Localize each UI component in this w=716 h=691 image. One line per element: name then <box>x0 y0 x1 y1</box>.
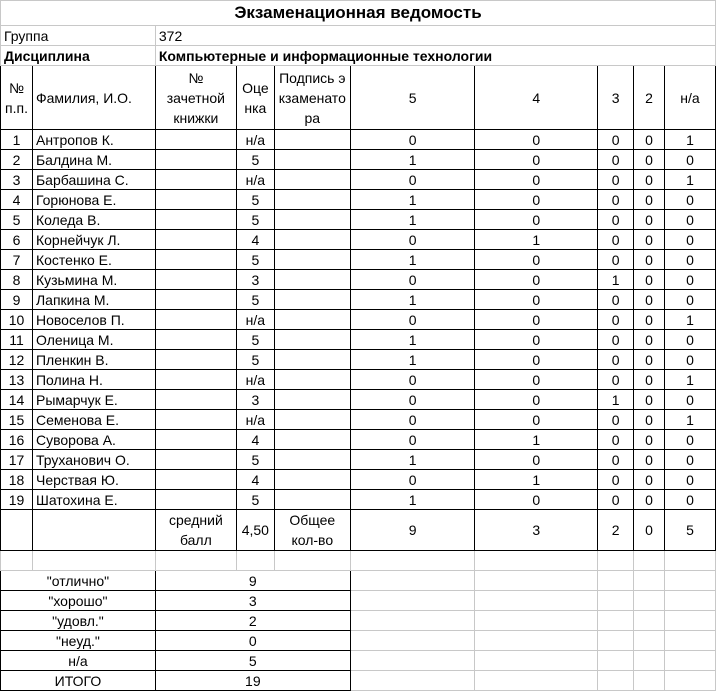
count-5[interactable]: 0 <box>350 370 475 390</box>
student-name[interactable]: Барбашина С. <box>32 170 155 190</box>
student-name[interactable]: Рымарчук Е. <box>32 390 155 410</box>
examiner-signature[interactable] <box>274 290 350 310</box>
count-3[interactable]: 0 <box>598 410 634 430</box>
count-3[interactable]: 0 <box>598 210 634 230</box>
student-name[interactable]: Суворова А. <box>32 430 155 450</box>
spacer-cell <box>598 571 634 591</box>
student-grade[interactable]: 4 <box>236 430 274 450</box>
discipline-value[interactable]: Компьютерные и информационные технологии <box>155 46 715 66</box>
count-5[interactable]: 1 <box>350 210 475 230</box>
row-number[interactable]: 1 <box>1 130 33 150</box>
count-5[interactable]: 1 <box>350 350 475 370</box>
table-row <box>1 270 716 290</box>
table-row <box>1 390 716 410</box>
spacer-cell <box>350 631 475 651</box>
spacer-cell <box>634 631 665 651</box>
student-grade[interactable]: 5 <box>236 450 274 470</box>
header-book: № зачетной книжки <box>155 66 236 130</box>
totals-label: "неуд." <box>1 631 156 651</box>
examiner-signature[interactable] <box>274 270 350 290</box>
header-grade: Оценка <box>236 66 274 130</box>
record-book-number[interactable] <box>155 450 236 470</box>
totals-value: 0 <box>155 631 350 651</box>
count-3[interactable]: 0 <box>598 130 634 150</box>
count-na[interactable]: 0 <box>665 490 716 510</box>
table-row <box>1 230 716 250</box>
student-name[interactable]: Горюнова Е. <box>32 190 155 210</box>
record-book-number[interactable] <box>155 370 236 390</box>
count-na[interactable]: 0 <box>665 470 716 490</box>
summary-empty-2 <box>32 510 155 551</box>
record-book-number[interactable] <box>155 430 236 450</box>
student-name[interactable]: Пленкин В. <box>32 350 155 370</box>
record-book-number[interactable] <box>155 410 236 430</box>
spacer-cell <box>598 551 634 571</box>
row-number[interactable]: 3 <box>1 170 33 190</box>
spacer-cell <box>634 671 665 691</box>
count-5[interactable]: 0 <box>350 390 475 410</box>
count-4[interactable]: 0 <box>475 370 598 390</box>
record-book-number[interactable] <box>155 330 236 350</box>
table-row <box>1 330 716 350</box>
spacer-cell <box>350 611 475 631</box>
header-count-4: 4 <box>475 66 598 130</box>
count-3[interactable]: 0 <box>598 230 634 250</box>
examiner-signature[interactable] <box>274 210 350 230</box>
row-number[interactable]: 9 <box>1 290 33 310</box>
student-grade[interactable]: 5 <box>236 150 274 170</box>
count-na[interactable]: 1 <box>665 370 716 390</box>
count-5[interactable]: 0 <box>350 230 475 250</box>
header-sign: Подпись экзаменатора <box>274 66 350 130</box>
row-number[interactable]: 5 <box>1 210 33 230</box>
count-4[interactable]: 1 <box>475 430 598 450</box>
student-name[interactable]: Кузьмина М. <box>32 270 155 290</box>
student-grade[interactable]: 5 <box>236 210 274 230</box>
count-2[interactable]: 0 <box>634 470 665 490</box>
student-grade[interactable]: 5 <box>236 190 274 210</box>
count-3[interactable]: 0 <box>598 330 634 350</box>
student-name[interactable]: Семенова Е. <box>32 410 155 430</box>
examiner-signature[interactable] <box>274 450 350 470</box>
record-book-number[interactable] <box>155 210 236 230</box>
spacer-cell <box>475 631 598 651</box>
examiner-signature[interactable] <box>274 470 350 490</box>
table-row <box>1 190 716 210</box>
count-na[interactable]: 0 <box>665 230 716 250</box>
spacer-cell <box>155 551 236 571</box>
count-2[interactable]: 0 <box>634 410 665 430</box>
student-name[interactable]: Труханович О. <box>32 450 155 470</box>
record-book-number[interactable] <box>155 290 236 310</box>
spacer-cell <box>598 671 634 691</box>
row-number[interactable]: 4 <box>1 190 33 210</box>
student-grade[interactable]: 5 <box>236 290 274 310</box>
spacer-cell <box>665 551 716 571</box>
examiner-signature[interactable] <box>274 150 350 170</box>
count-3[interactable]: 0 <box>598 150 634 170</box>
count-2[interactable]: 0 <box>634 230 665 250</box>
row-number[interactable]: 7 <box>1 250 33 270</box>
row-number[interactable]: 13 <box>1 370 33 390</box>
count-2[interactable]: 0 <box>634 170 665 190</box>
count-3[interactable]: 0 <box>598 350 634 370</box>
count-na[interactable]: 0 <box>665 430 716 450</box>
record-book-number[interactable] <box>155 390 236 410</box>
spacer-cell <box>665 611 716 631</box>
count-na[interactable]: 0 <box>665 190 716 210</box>
count-4[interactable]: 0 <box>475 490 598 510</box>
record-book-number[interactable] <box>155 170 236 190</box>
count-4[interactable]: 0 <box>475 410 598 430</box>
count-na[interactable]: 0 <box>665 250 716 270</box>
count-2[interactable]: 0 <box>634 370 665 390</box>
examiner-signature[interactable] <box>274 190 350 210</box>
student-grade[interactable]: н/а <box>236 410 274 430</box>
student-grade[interactable]: 5 <box>236 350 274 370</box>
count-na[interactable]: 1 <box>665 130 716 150</box>
student-grade[interactable]: 4 <box>236 470 274 490</box>
total-count-2: 0 <box>634 510 665 551</box>
spacer-cell <box>475 671 598 691</box>
examiner-signature[interactable] <box>274 430 350 450</box>
examiner-signature[interactable] <box>274 350 350 370</box>
count-5[interactable]: 0 <box>350 470 475 490</box>
row-number[interactable]: 19 <box>1 490 33 510</box>
count-5[interactable]: 0 <box>350 410 475 430</box>
table-row <box>1 290 716 310</box>
examiner-signature[interactable] <box>274 490 350 510</box>
count-2[interactable]: 0 <box>634 130 665 150</box>
examiner-signature[interactable] <box>274 410 350 430</box>
count-4[interactable]: 0 <box>475 270 598 290</box>
spacer-cell <box>350 671 475 691</box>
count-3[interactable]: 1 <box>598 270 634 290</box>
count-2[interactable]: 0 <box>634 330 665 350</box>
totals-row <box>1 591 716 611</box>
count-5[interactable]: 1 <box>350 490 475 510</box>
count-na[interactable]: 0 <box>665 290 716 310</box>
count-3[interactable]: 0 <box>598 250 634 270</box>
count-4[interactable]: 0 <box>475 310 598 330</box>
totals-value: 2 <box>155 611 350 631</box>
spacer-cell <box>475 571 598 591</box>
count-4[interactable]: 0 <box>475 250 598 270</box>
spacer-cell <box>350 551 475 571</box>
spacer-cell <box>665 591 716 611</box>
student-grade[interactable]: 3 <box>236 270 274 290</box>
count-2[interactable]: 0 <box>634 270 665 290</box>
row-number[interactable]: 17 <box>1 450 33 470</box>
totals-row <box>1 651 716 671</box>
table-row <box>1 350 716 370</box>
student-name[interactable]: Новоселов П. <box>32 310 155 330</box>
student-grade[interactable]: 5 <box>236 250 274 270</box>
row-number[interactable]: 2 <box>1 150 33 170</box>
spacer-cell <box>598 651 634 671</box>
summary-empty-1 <box>1 510 33 551</box>
student-name[interactable]: Лапкина М. <box>32 290 155 310</box>
totals-value: 5 <box>155 651 350 671</box>
count-3[interactable]: 0 <box>598 290 634 310</box>
student-name[interactable]: Шатохина Е. <box>32 490 155 510</box>
total-count-5: 9 <box>350 510 475 551</box>
student-grade[interactable]: н/а <box>236 310 274 330</box>
examiner-signature[interactable] <box>274 390 350 410</box>
count-5[interactable]: 1 <box>350 450 475 470</box>
total-count-na: 5 <box>665 510 716 551</box>
spacer-cell <box>274 551 350 571</box>
header-count-na: н/а <box>665 66 716 130</box>
count-4[interactable]: 0 <box>475 390 598 410</box>
totals-value: 9 <box>155 571 350 591</box>
count-5[interactable]: 0 <box>350 170 475 190</box>
spacer-cell <box>634 551 665 571</box>
spacer-cell <box>475 551 598 571</box>
count-na[interactable]: 1 <box>665 410 716 430</box>
count-2[interactable]: 0 <box>634 250 665 270</box>
header-count-2: 2 <box>634 66 665 130</box>
student-name[interactable]: Костенко Е. <box>32 250 155 270</box>
count-4[interactable]: 0 <box>475 330 598 350</box>
spacer-cell <box>475 651 598 671</box>
examiner-signature[interactable] <box>274 230 350 250</box>
header-num: № п.п. <box>1 66 33 130</box>
count-2[interactable]: 0 <box>634 190 665 210</box>
spacer-cell <box>598 631 634 651</box>
totals-label: "отлично" <box>1 571 156 591</box>
count-na[interactable]: 0 <box>665 270 716 290</box>
spacer-cell <box>665 631 716 651</box>
student-grade[interactable]: 5 <box>236 330 274 350</box>
table-row <box>1 370 716 390</box>
examiner-signature[interactable] <box>274 370 350 390</box>
count-2[interactable]: 0 <box>634 490 665 510</box>
totals-label: ИТОГО <box>1 671 156 691</box>
count-3[interactable]: 0 <box>598 370 634 390</box>
group-label: Группа <box>1 26 156 46</box>
student-grade[interactable]: н/а <box>236 370 274 390</box>
spacer-cell <box>634 611 665 631</box>
totals-value: 19 <box>155 671 350 691</box>
table-row <box>1 450 716 470</box>
row-number[interactable]: 15 <box>1 410 33 430</box>
count-na[interactable]: 0 <box>665 330 716 350</box>
header-count-5: 5 <box>350 66 475 130</box>
header-count-3: 3 <box>598 66 634 130</box>
count-4[interactable]: 0 <box>475 130 598 150</box>
count-4[interactable]: 1 <box>475 230 598 250</box>
examiner-signature[interactable] <box>274 330 350 350</box>
totals-row <box>1 571 716 591</box>
student-name[interactable]: Полина Н. <box>32 370 155 390</box>
count-5[interactable]: 1 <box>350 190 475 210</box>
student-name[interactable]: Корнейчук Л. <box>32 230 155 250</box>
spacer-cell <box>236 551 274 571</box>
count-4[interactable]: 0 <box>475 170 598 190</box>
record-book-number[interactable] <box>155 470 236 490</box>
discipline-label: Дисциплина <box>1 46 156 66</box>
count-3[interactable]: 0 <box>598 470 634 490</box>
record-book-number[interactable] <box>155 350 236 370</box>
count-2[interactable]: 0 <box>634 350 665 370</box>
total-label: Общее кол-во <box>274 510 350 551</box>
group-value[interactable]: 372 <box>155 26 715 46</box>
student-grade[interactable]: 4 <box>236 230 274 250</box>
count-5[interactable]: 0 <box>350 430 475 450</box>
student-grade[interactable]: н/а <box>236 130 274 150</box>
count-4[interactable]: 0 <box>475 450 598 470</box>
spacer-cell <box>665 671 716 691</box>
header-name: Фамилия, И.О. <box>32 66 155 130</box>
count-3[interactable]: 0 <box>598 190 634 210</box>
count-na[interactable]: 0 <box>665 450 716 470</box>
count-4[interactable]: 0 <box>475 150 598 170</box>
totals-label: н/а <box>1 651 156 671</box>
count-na[interactable]: 0 <box>665 150 716 170</box>
count-na[interactable]: 0 <box>665 350 716 370</box>
spacer-cell <box>475 591 598 611</box>
table-row <box>1 130 716 150</box>
count-4[interactable]: 1 <box>475 470 598 490</box>
record-book-number[interactable] <box>155 130 236 150</box>
spacer-cell <box>634 651 665 671</box>
count-4[interactable]: 0 <box>475 190 598 210</box>
count-2[interactable]: 0 <box>634 390 665 410</box>
count-3[interactable]: 0 <box>598 450 634 470</box>
count-2[interactable]: 0 <box>634 290 665 310</box>
count-2[interactable]: 0 <box>634 310 665 330</box>
count-5[interactable]: 1 <box>350 250 475 270</box>
record-book-number[interactable] <box>155 310 236 330</box>
spacer-cell <box>634 591 665 611</box>
count-2[interactable]: 0 <box>634 430 665 450</box>
count-2[interactable]: 0 <box>634 150 665 170</box>
student-grade[interactable]: 5 <box>236 490 274 510</box>
table-row <box>1 250 716 270</box>
count-2[interactable]: 0 <box>634 210 665 230</box>
count-4[interactable]: 0 <box>475 210 598 230</box>
spacer-cell <box>475 611 598 631</box>
row-number[interactable]: 16 <box>1 430 33 450</box>
count-na[interactable]: 0 <box>665 390 716 410</box>
row-number[interactable]: 12 <box>1 350 33 370</box>
count-4[interactable]: 0 <box>475 350 598 370</box>
spacer-cell <box>350 591 475 611</box>
spacer-cell <box>598 611 634 631</box>
student-grade[interactable]: н/а <box>236 170 274 190</box>
total-count-4: 3 <box>475 510 598 551</box>
row-number[interactable]: 18 <box>1 470 33 490</box>
row-number[interactable]: 14 <box>1 390 33 410</box>
count-4[interactable]: 0 <box>475 290 598 310</box>
count-2[interactable]: 0 <box>634 450 665 470</box>
count-3[interactable]: 0 <box>598 430 634 450</box>
row-number[interactable]: 10 <box>1 310 33 330</box>
student-grade[interactable]: 3 <box>236 390 274 410</box>
record-book-number[interactable] <box>155 150 236 170</box>
examiner-signature[interactable] <box>274 170 350 190</box>
row-number[interactable]: 11 <box>1 330 33 350</box>
count-na[interactable]: 1 <box>665 310 716 330</box>
table-row <box>1 470 716 490</box>
count-na[interactable]: 0 <box>665 210 716 230</box>
table-row <box>1 150 716 170</box>
record-book-number[interactable] <box>155 190 236 210</box>
avg-value: 4,50 <box>236 510 274 551</box>
table-row <box>1 490 716 510</box>
count-5[interactable]: 1 <box>350 330 475 350</box>
count-3[interactable]: 0 <box>598 310 634 330</box>
totals-label: "хорошо" <box>1 591 156 611</box>
count-3[interactable]: 0 <box>598 490 634 510</box>
row-number[interactable]: 8 <box>1 270 33 290</box>
student-name[interactable]: Черствая Ю. <box>32 470 155 490</box>
totals-row <box>1 631 716 651</box>
table-row <box>1 310 716 330</box>
count-3[interactable]: 1 <box>598 390 634 410</box>
spacer-cell <box>598 591 634 611</box>
count-5[interactable]: 0 <box>350 130 475 150</box>
row-number[interactable]: 6 <box>1 230 33 250</box>
count-5[interactable]: 1 <box>350 150 475 170</box>
student-name[interactable]: Балдина М. <box>32 150 155 170</box>
table-row <box>1 170 716 190</box>
spacer-cell <box>665 571 716 591</box>
record-book-number[interactable] <box>155 230 236 250</box>
sheet-title: Экзаменационная ведомость <box>1 1 716 26</box>
count-5[interactable]: 0 <box>350 270 475 290</box>
table-row <box>1 210 716 230</box>
student-name[interactable]: Оленица М. <box>32 330 155 350</box>
count-3[interactable]: 0 <box>598 170 634 190</box>
table-row <box>1 430 716 450</box>
spacer-cell <box>634 571 665 591</box>
totals-label: "удовл." <box>1 611 156 631</box>
count-5[interactable]: 0 <box>350 310 475 330</box>
spacer-cell <box>1 551 33 571</box>
count-5[interactable]: 1 <box>350 290 475 310</box>
spacer-cell <box>32 551 155 571</box>
examiner-signature[interactable] <box>274 310 350 330</box>
examiner-signature[interactable] <box>274 130 350 150</box>
spacer-cell <box>350 651 475 671</box>
student-name[interactable]: Антропов К. <box>32 130 155 150</box>
totals-row <box>1 611 716 631</box>
count-na[interactable]: 1 <box>665 170 716 190</box>
table-row <box>1 410 716 430</box>
totals-row <box>1 671 716 691</box>
spacer-cell <box>350 571 475 591</box>
examiner-signature[interactable] <box>274 250 350 270</box>
student-name[interactable]: Коледа В. <box>32 210 155 230</box>
totals-value: 3 <box>155 591 350 611</box>
total-count-3: 2 <box>598 510 634 551</box>
record-book-number[interactable] <box>155 250 236 270</box>
spacer-cell <box>665 651 716 671</box>
record-book-number[interactable] <box>155 490 236 510</box>
avg-label: средний балл <box>155 510 236 551</box>
record-book-number[interactable] <box>155 270 236 290</box>
